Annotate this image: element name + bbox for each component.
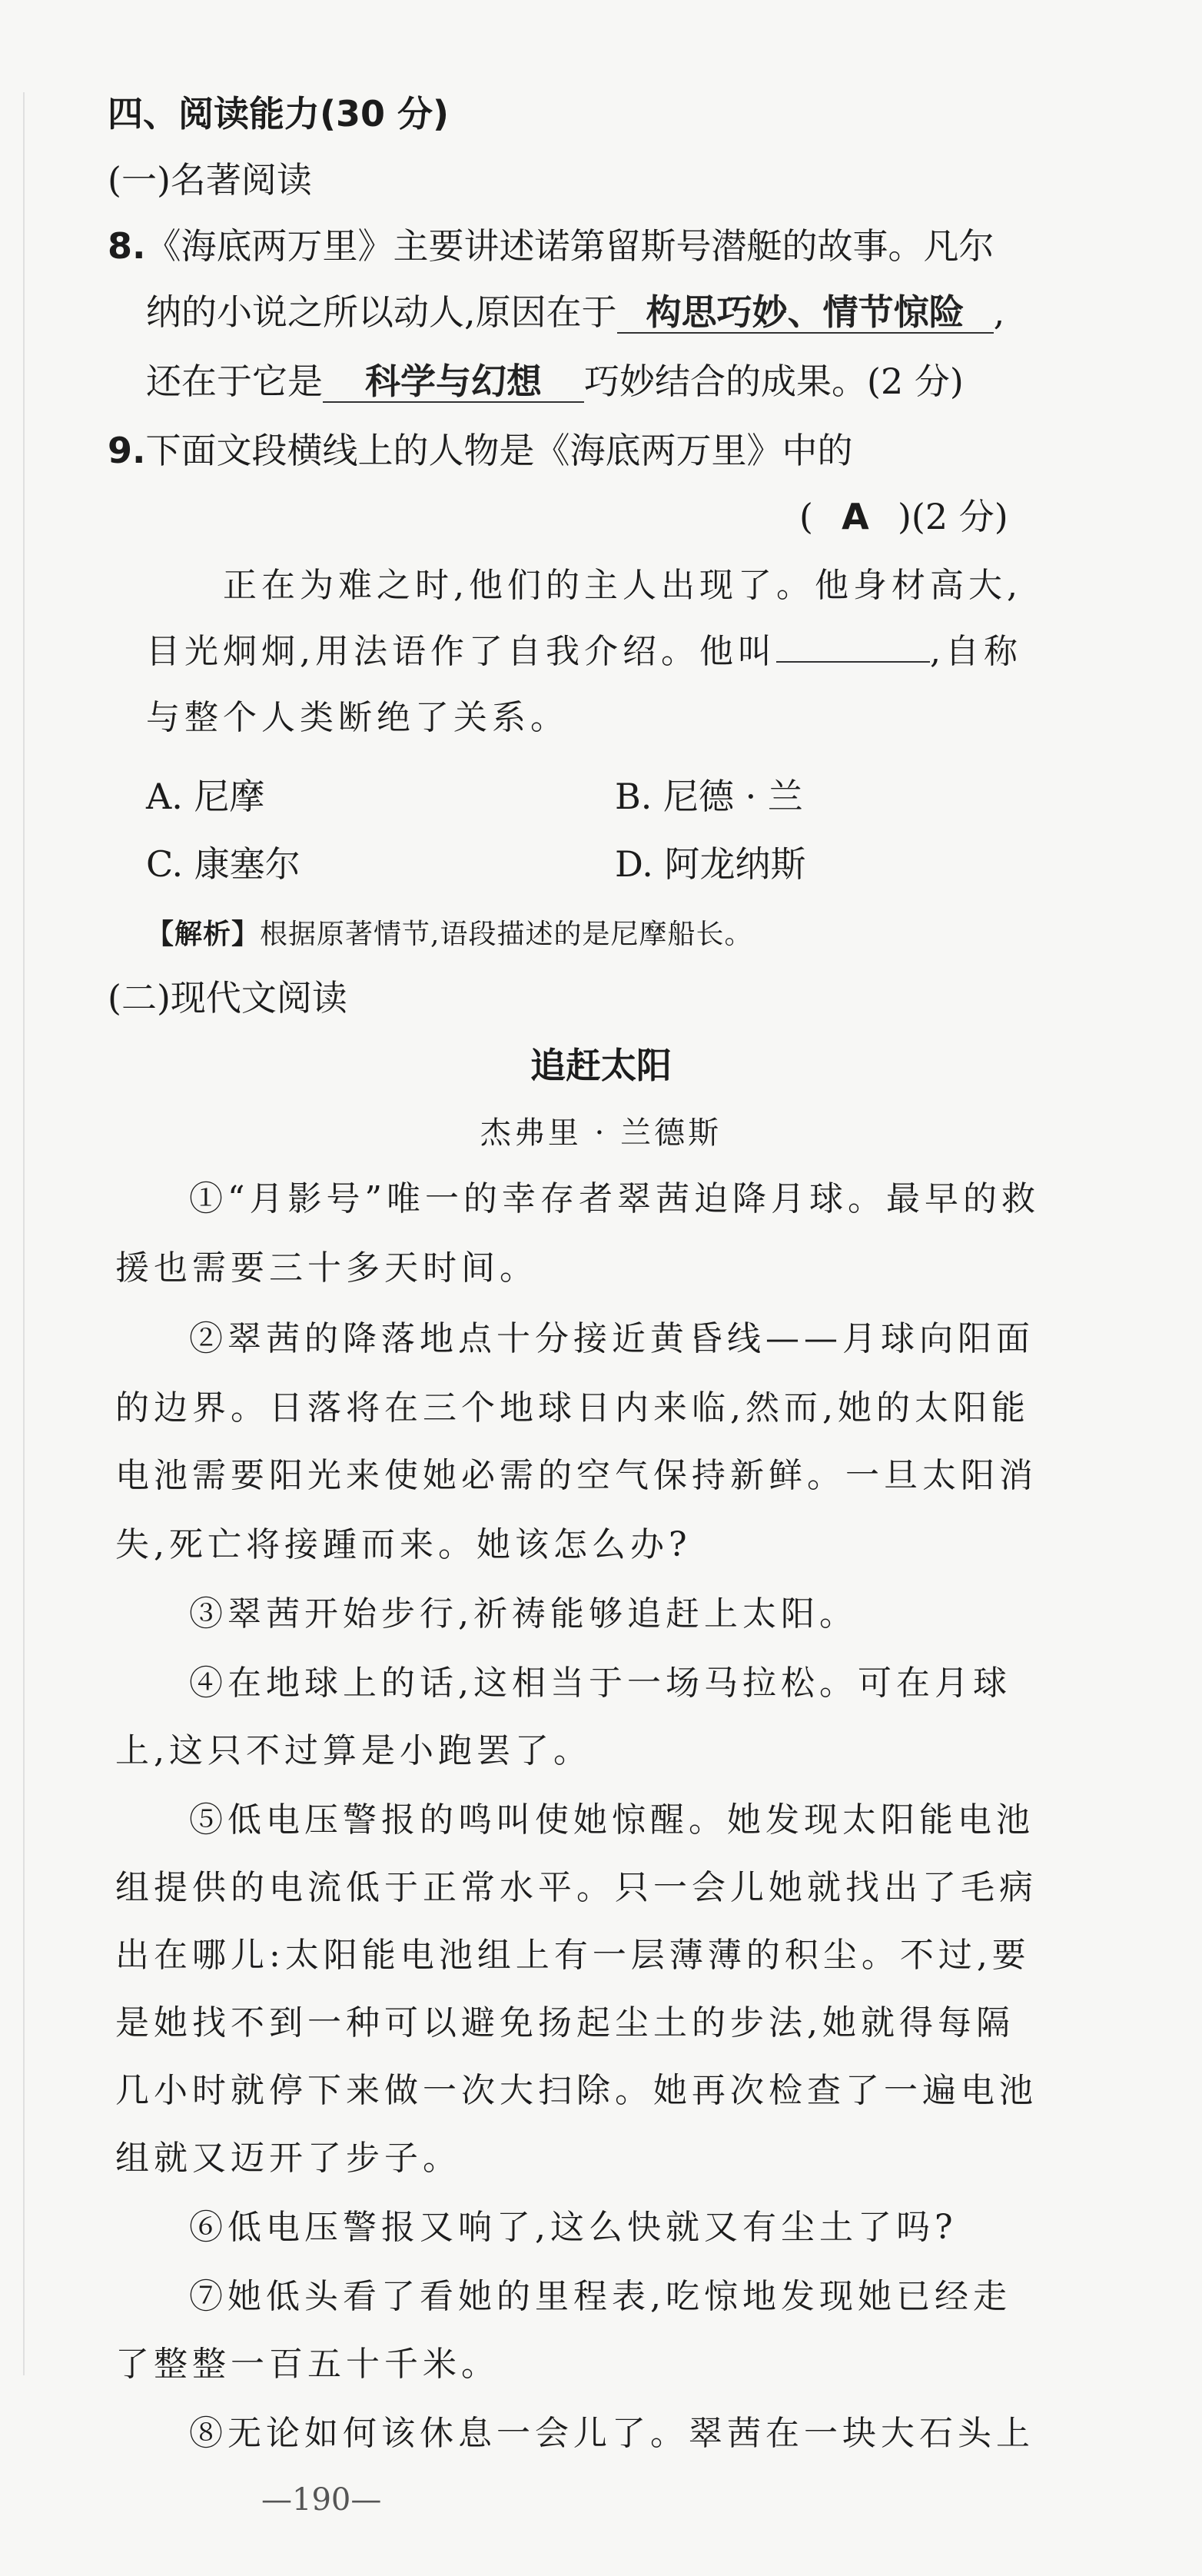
article-line: 出在哪儿:太阳能电池组上有一层薄薄的积尘。不过,要: [115, 1936, 1031, 1975]
q9-option-d: D. 阿龙纳斯: [615, 843, 806, 885]
q8-comma: ,: [993, 291, 1005, 333]
section-title: 四、阅读能力(30 分): [108, 93, 450, 135]
q9-analysis: [146, 912, 752, 958]
article-title: 追赶太阳: [530, 1045, 672, 1086]
q9-answer: A: [842, 496, 869, 537]
q9-passage-line2-pre: 目光炯炯,用法语作了自我介绍。他叫: [146, 632, 776, 671]
article-line: ⑤低电压警报的鸣叫使她惊醒。她发现太阳能电池: [189, 1800, 1034, 1840]
q9-option-b: B. 尼德 · 兰: [615, 776, 803, 817]
q8-text-line3: 还在于它是: [146, 361, 323, 402]
article-line: 几小时就停下来做一次大扫除。她再次检查了一遍电池: [115, 2071, 1038, 2110]
article-line: ⑧无论如何该休息一会儿了。翠茜在一块大石头上: [189, 2414, 1034, 2453]
article-line: ②翠茜的降落地点十分接近黄昏线——月球向阳面: [189, 1319, 1034, 1358]
article-line: 电池需要阳光来使她必需的空气保持新鲜。一旦太阳消: [115, 1456, 1038, 1495]
q8-text-line2: 纳的小说之所以动人,原因在于: [146, 291, 617, 333]
article-line: 组提供的电流低于正常水平。只一会儿她就找出了毛病: [115, 1868, 1038, 1907]
q8-answer1: 构思巧妙、情节惊险: [617, 292, 994, 334]
q9-number: 9.: [108, 430, 146, 471]
q9-line1: [108, 427, 852, 474]
q9-passage-line2: [146, 629, 1022, 675]
q8-line1: [108, 223, 994, 269]
q9-answer-bracket: [799, 494, 1008, 540]
article-line: ⑦她低头看了看她的里程表,吃惊地发现她已经走: [189, 2277, 1011, 2316]
article-line: ⑥低电压警报又响了,这么快就又有尘土了吗?: [189, 2208, 958, 2247]
q9-passage-line3: 与整个人类断绝了关系。: [146, 698, 569, 737]
analysis-tag: 【解析】: [146, 919, 261, 950]
q8-text-line3-post: 巧妙结合的成果。(2 分): [584, 361, 964, 402]
article-line: 了整整一百五十千米。: [115, 2345, 500, 2384]
q9-option-c: C. 康塞尔: [146, 843, 300, 885]
article-line: ①“月影号”唯一的幸存者翠茜迫降月球。最早的救: [189, 1179, 1040, 1218]
q8-answer2: 科学与幻想: [323, 361, 584, 403]
article-line: ④在地球上的话,这相当于一场马拉松。可在月球: [189, 1664, 1011, 1703]
part1-title: (一)名著阅读: [108, 159, 312, 201]
page-number: —190—: [261, 2482, 382, 2518]
article-line: 是她找不到一种可以避免扬起尘土的步法,她就得每隔: [115, 2003, 1014, 2043]
q9-passage-line1: 正在为难之时,他们的主人出现了。他身材高大,: [223, 566, 1022, 605]
article-line: ③翠茜开始步行,祈祷能够追赶上太阳。: [189, 1594, 858, 1634]
article-line: 上,这只不过算是小跑罢了。: [115, 1731, 592, 1770]
q9-option-a: A. 尼摩: [146, 776, 265, 817]
q8-line3: [146, 358, 964, 404]
q9-bracket-open: (: [799, 496, 813, 537]
article-line: 失,死亡将接踵而来。她该怎么办?: [115, 1525, 692, 1564]
q9-passage-line2-post: ,自称: [930, 632, 1022, 671]
part2-title: (二)现代文阅读: [108, 977, 347, 1019]
q8-number: 8.: [108, 225, 146, 267]
analysis-text: 根据原著情节,语段描述的是尼摩船长。: [260, 919, 753, 950]
article-line: 援也需要三十多天时间。: [115, 1248, 538, 1288]
article-author: 杰弗里 · 兰德斯: [480, 1115, 722, 1151]
q9-bracket-close: )(2 分): [897, 496, 1008, 537]
article-line: 组就又迈开了步子。: [115, 2139, 461, 2178]
q9-passage-blank: [776, 661, 930, 663]
q8-line2: [146, 289, 1004, 335]
q8-text-line1: 《海底两万里》主要讲述诺第留斯号潜艇的故事。凡尔: [145, 225, 994, 267]
article-line: 的边界。日落将在三个地球日内来临,然而,她的太阳能: [115, 1388, 1030, 1428]
q9-text: 下面文段横线上的人物是《海底两万里》中的: [145, 430, 853, 471]
margin-line: [23, 92, 25, 2375]
